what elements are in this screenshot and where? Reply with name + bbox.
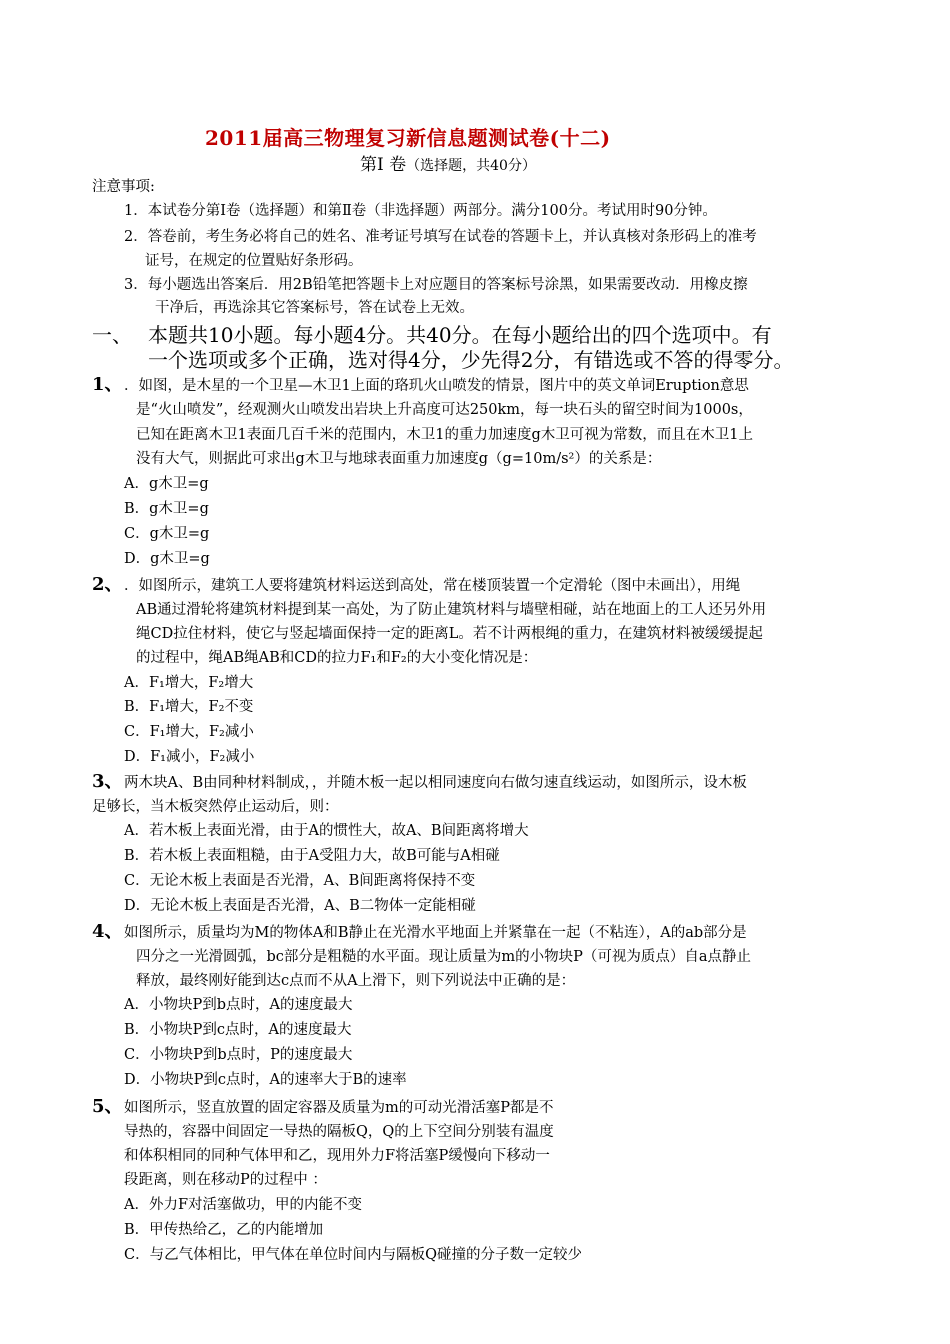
subtitle-paren: （选择题，共40分） [406, 158, 536, 174]
notice-heading: 注意事项: [92, 179, 155, 195]
answer-option: D．F₁减小，F₂减小 [124, 749, 255, 765]
question-text: 足够长，当木板突然停止运动后，则： [92, 799, 339, 815]
notice-line: 2．答卷前，考生务必将自己的姓名、准考证号填写在试卷的答题卡上，并认真核对条形码上的准考 [124, 229, 757, 245]
answer-option: A．外力F对活塞做功，甲的内能不变 [124, 1197, 363, 1213]
answer-option: B．小物块P到c点时，A的速度最大 [124, 1022, 352, 1038]
answer-option: C．无论木板上表面是否光滑，A、B间距离将保持不变 [124, 873, 476, 889]
section-instruction: 一个选项或多个正确，选对得4分，少先得2分，有错选或不答的得零分。 [148, 348, 794, 372]
question-text: AB通过滑轮将建筑材料提到某一高处，为了防止建筑材料与墙壁相碰，站在地面上的工人还另外用 [136, 602, 767, 618]
exam-subtitle [360, 150, 536, 175]
question-text: 如图所示，质量均为M的物体A和B静止在光滑水平地面上并紧靠在一起（不粘连），A的ab部分是 [124, 925, 747, 941]
question-text: 的过程中，绳AB绳AB和CD的拉力F₁和F₂的大小变化情况是： [136, 650, 538, 666]
answer-option: C．F₁增大，F₂减小 [124, 724, 254, 740]
section-instruction: 本题共10小题。每小题4分。共40分。在每小题给出的四个选项中。有 [148, 323, 772, 347]
question-text: 导热的，容器中间固定一导热的隔板Q，Q的上下空间分别装有温度 [124, 1124, 554, 1140]
question-number: 3、 [92, 771, 123, 792]
answer-option: C．与乙气体相比，甲气体在单位时间内与隔板Q碰撞的分子数一定较少 [124, 1247, 582, 1263]
answer-option: B．g木卫=g [124, 501, 209, 517]
notice-line: 干净后，再选涂其它答案标号，答在试卷上无效。 [155, 300, 474, 316]
question-number: 1、 [92, 374, 123, 395]
question-text: 没有大气，则据此可求出g木卫与地球表面重力加速度g（g=10m/s²）的关系是： [136, 451, 662, 467]
answer-option: D．小物块P到c点时，A的速率大于B的速率 [124, 1072, 407, 1088]
question-text: 已知在距离木卫1表面几百千米的范围内，木卫1的重力加速度g木卫可视为常数，而且在木卫1上 [136, 427, 753, 443]
answer-option: D．g木卫=g [124, 551, 210, 567]
answer-option: C．小物块P到b点时，P的速度最大 [124, 1047, 353, 1063]
question-number: 2、 [92, 574, 123, 595]
question-text: 和体积相同的同种气体甲和乙，现用外力F将活塞P缓慢向下移动一 [124, 1148, 550, 1164]
answer-option: B．甲传热给乙，乙的内能增加 [124, 1222, 324, 1238]
answer-option: B．若木板上表面粗糙，由于A受阻力大，故B可能与A相碰 [124, 848, 500, 864]
section-label: 一、 [92, 323, 132, 347]
notice-line: 3．每小题选出答案后．用2B铅笔把答题卡上对应题目的答案标号涂黑，如果需要改动．用橡皮擦 [124, 277, 748, 293]
answer-option: D．无论木板上表面是否光滑，A、B二物体一定能相碰 [124, 898, 476, 914]
subtitle-main: 第Ⅰ 卷 [360, 155, 407, 175]
notice-line: 1．本试卷分第Ⅰ卷（选择题）和第Ⅱ卷（非选择题）两部分。满分100分。考试用时90分钟。 [124, 203, 717, 219]
question-text: ．如图，是木星的一个卫星—木卫1上面的珞玑火山喷发的情景，图片中的英文单词Eruption意思 [124, 378, 749, 394]
answer-option: C．g木卫=g [124, 526, 210, 542]
answer-option: A．F₁增大，F₂增大 [124, 675, 254, 691]
question-text: 如图所示，竖直放置的固定容器及质量为m的可动光滑活塞P都是不 [124, 1100, 554, 1116]
exam-title: 2011届高三物理复习新信息题测试卷(十二) [205, 126, 611, 150]
question-text: ．如图所示，建筑工人要将建筑材料运送到高处，常在楼顶装置一个定滑轮（图中未画出），用绳 [124, 578, 741, 594]
question-text: 是“火山喷发”，经观测火山喷发出岩块上升高度可达250km，每一块石头的留空时间为1000s， [136, 402, 753, 418]
answer-option: A．若木板上表面光滑，由于A的惯性大，故A、B间距离将增大 [124, 823, 529, 839]
question-text: 两木块A、B由同种材料制成，，并随木板一起以相同速度向右做匀速直线运动，如图所示，设木板 [124, 775, 747, 791]
question-number: 5、 [92, 1096, 123, 1117]
notice-line: 证号，在规定的位置贴好条形码。 [145, 253, 363, 269]
answer-option: B．F₁增大，F₂不变 [124, 699, 254, 715]
answer-option: A．小物块P到b点时，A的速度最大 [124, 997, 353, 1013]
question-text: 释放，最终刚好能到达c点而不从A上滑下，则下列说法中正确的是： [136, 973, 576, 989]
question-text: 段距离，则在移动P的过程中 ： [124, 1172, 327, 1188]
question-number: 4、 [92, 921, 123, 942]
question-text: 四分之一光滑圆弧，bc部分是粗糙的水平面。现让质量为m的小物块P（可视为质点）自a点静止 [136, 949, 752, 965]
answer-option: A．g木卫=g [124, 476, 209, 492]
question-text: 绳CD拉住材料，使它与竖起墙面保持一定的距离L。若不计两根绳的重力，在建筑材料被缓缓提起 [136, 626, 763, 642]
